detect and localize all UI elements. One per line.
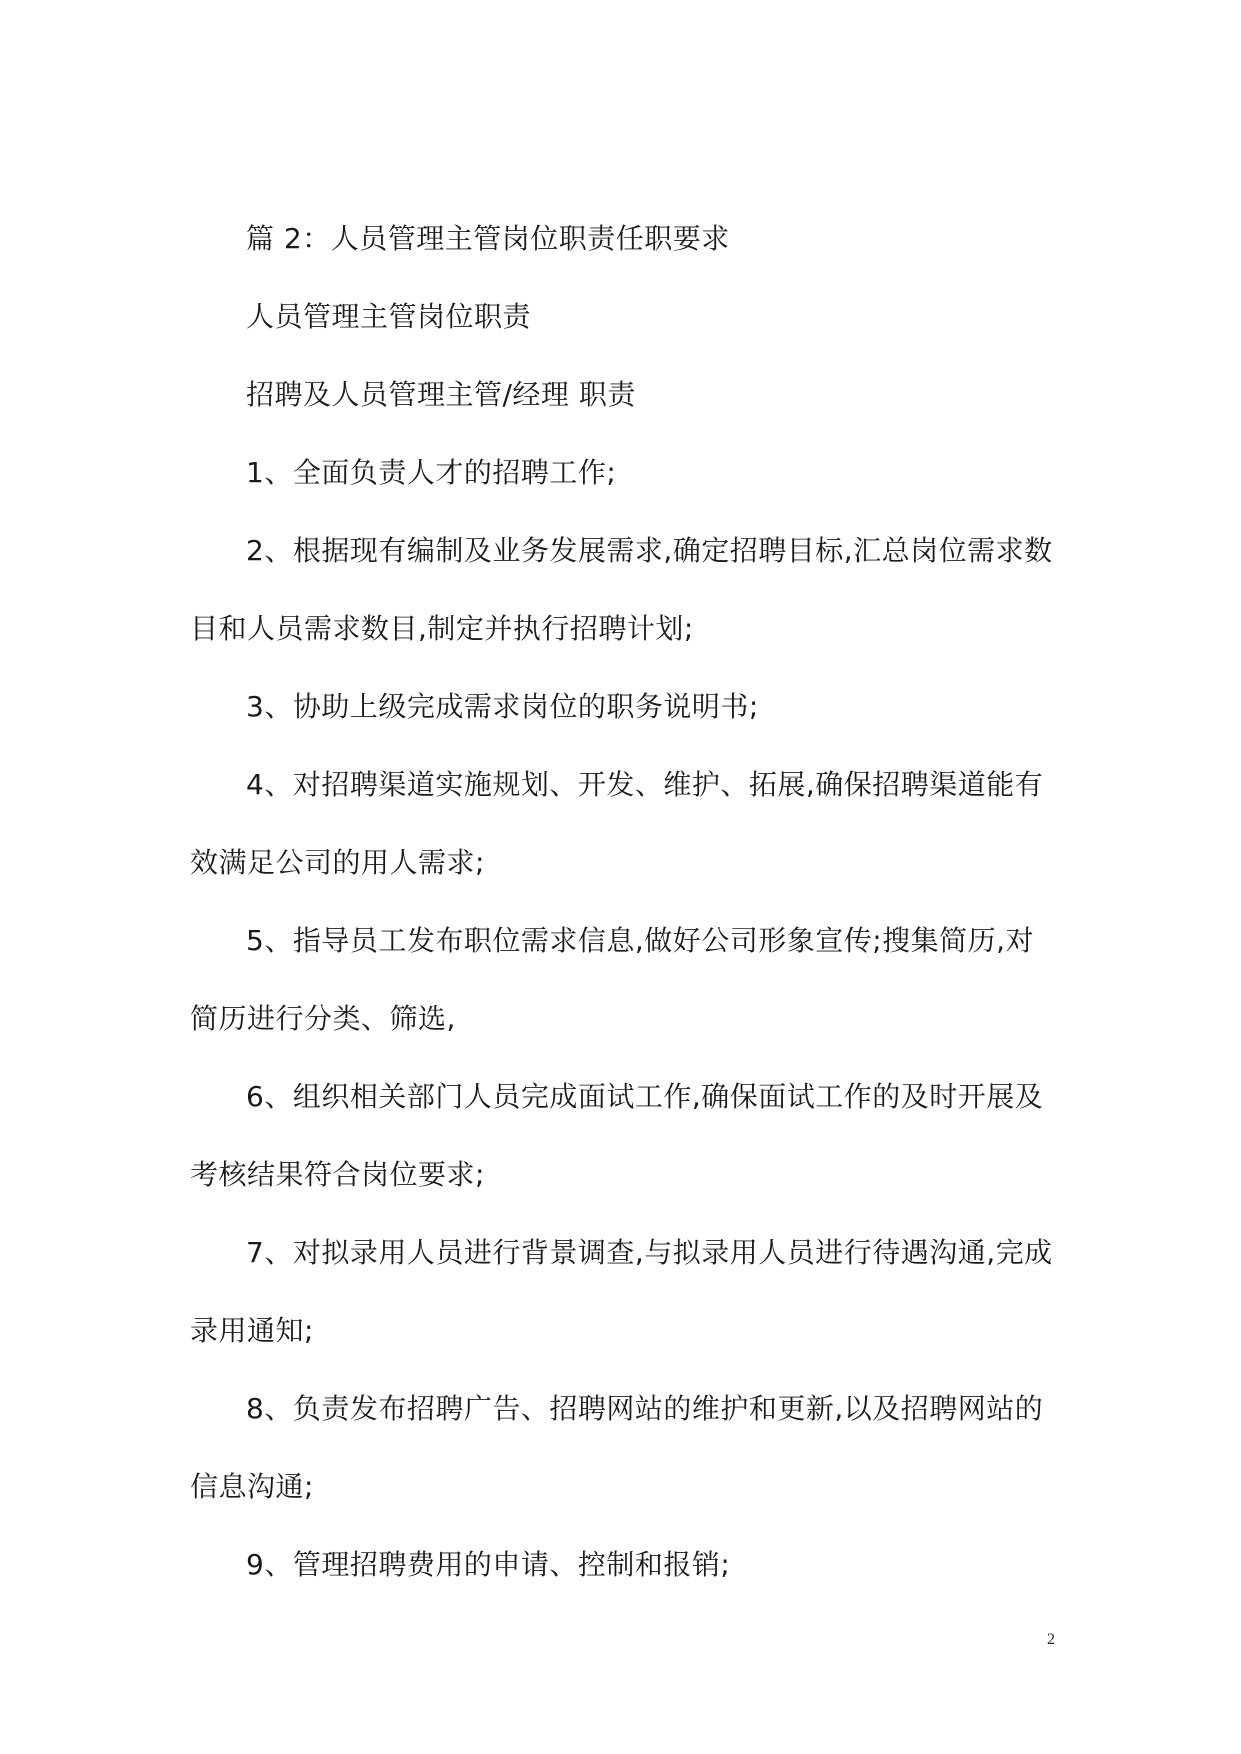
duty-item-4-continued: 效满足公司的用人需求; — [190, 846, 485, 879]
role-title: 招聘及人员管理主管/经理 职责 — [246, 378, 636, 411]
page-number: 2 — [1047, 1631, 1055, 1648]
duty-item-6-continued: 考核结果符合岗位要求; — [190, 1158, 485, 1191]
document-body — [190, 219, 1066, 1623]
duty-item-8: 8、负责发布招聘广告、招聘网站的维护和更新,以及招聘网站的 — [246, 1392, 1044, 1425]
duty-item-3: 3、协助上级完成需求岗位的职务说明书; — [246, 690, 759, 723]
duty-item-9: 9、管理招聘费用的申请、控制和报销; — [246, 1548, 731, 1581]
section-heading: 篇 2：人员管理主管岗位职责任职要求 — [246, 222, 730, 255]
duty-item-2-continued: 目和人员需求数目,制定并执行招聘计划; — [190, 612, 694, 645]
duty-item-8-continued: 信息沟通; — [190, 1470, 314, 1503]
duty-item-7-continued: 录用通知; — [190, 1314, 314, 1347]
section-subheading: 人员管理主管岗位职责 — [246, 300, 532, 333]
duty-item-1: 1、全面负责人才的招聘工作; — [246, 456, 617, 489]
duty-item-6: 6、组织相关部门人员完成面试工作,确保面试工作的及时开展及 — [246, 1080, 1044, 1113]
duty-item-4: 4、对招聘渠道实施规划、开发、维护、拓展,确保招聘渠道能有 — [246, 768, 1044, 801]
duty-item-2: 2、根据现有编制及业务发展需求,确定招聘目标,汇总岗位需求数 — [246, 534, 1053, 567]
duty-item-5: 5、指导员工发布职位需求信息,做好公司形象宣传;搜集简历,对 — [246, 924, 1035, 957]
duty-item-5-continued: 简历进行分类、筛选, — [190, 1002, 456, 1035]
duty-item-7: 7、对拟录用人员进行背景调查,与拟录用人员进行待遇沟通,完成 — [246, 1236, 1053, 1269]
